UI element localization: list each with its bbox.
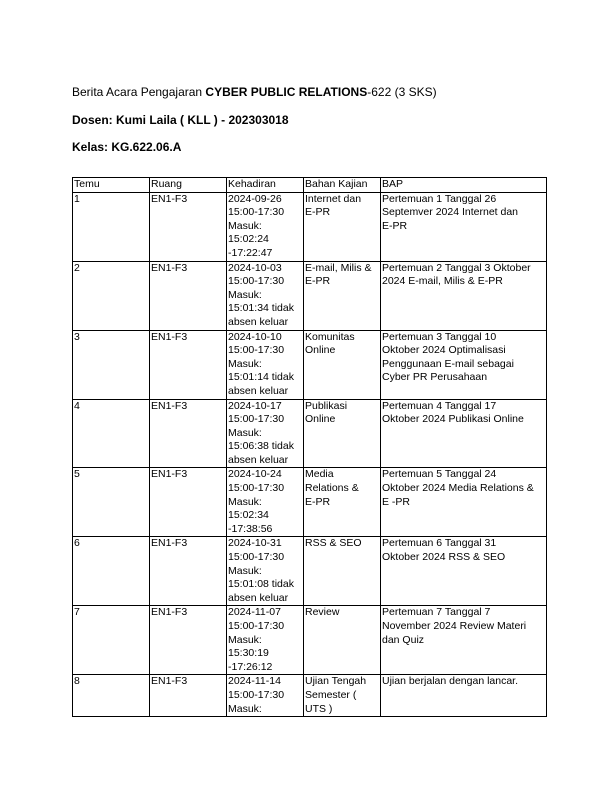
cell-line: absen keluar (228, 315, 289, 328)
cell-bahan-kajian (304, 330, 381, 399)
cell-line: dan Quiz (382, 633, 425, 646)
cell-ruang: EN1-F3 (150, 192, 227, 261)
cell-kehadiran (227, 330, 304, 399)
cell-line: Pertemuan 3 Tanggal 10 (382, 330, 497, 343)
cell-line: 15:00-17:30 (228, 551, 285, 564)
cell-bahan-kajian (304, 399, 381, 468)
table-row (73, 537, 547, 606)
cell-line: UTS ) (305, 702, 333, 715)
cell-line: 15:00-17:30 (228, 206, 285, 219)
cell-line: November 2024 Review Materi (382, 620, 527, 632)
cell-line: Pertemuan 6 Tanggal 31 (382, 537, 497, 550)
cell-line: 15:06:38 tidak (228, 440, 294, 453)
title-prefix: Berita Acara Pengajaran (72, 85, 206, 99)
cell-line: 15:02:24 (228, 233, 269, 246)
column-header-ruang: Ruang (150, 178, 227, 193)
cell-line: Masuk: (228, 357, 262, 370)
cell-line: 2024-10-31 (228, 537, 282, 550)
cell-line: Internet dan (305, 192, 362, 205)
cell-line: 2024 E-mail, Milis & E-PR (382, 275, 503, 288)
cell-bahan-kajian (304, 537, 381, 606)
table-row (73, 675, 547, 717)
cell-line: Pertemuan 7 Tanggal 7 (382, 606, 491, 619)
cell-temu: 7 (73, 606, 150, 675)
table-row (73, 192, 547, 261)
cell-temu: 6 (73, 537, 150, 606)
cell-temu: 5 (73, 468, 150, 537)
cell-line: Pertemuan 1 Tanggal 26 (382, 192, 497, 205)
cell-ruang: EN1-F3 (150, 537, 227, 606)
cell-line: Masuk: (228, 633, 262, 646)
cell-line: 15:30:19 (228, 647, 269, 660)
cell-bahan-kajian (304, 675, 381, 717)
cell-ruang: EN1-F3 (150, 468, 227, 537)
cell-line: 15:00-17:30 (228, 482, 285, 495)
cell-line: Pertemuan 2 Tanggal 3 Oktober (382, 261, 531, 274)
cell-line: 15:01:08 tidak (228, 578, 294, 591)
cell-bap (381, 192, 547, 261)
cell-bap (381, 537, 547, 606)
cell-bahan-kajian (304, 468, 381, 537)
cell-line: Pertemuan 4 Tanggal 17 (382, 399, 497, 412)
column-header-bahan-kajian: Bahan Kajian (304, 178, 381, 193)
table-row (73, 606, 547, 675)
cell-line: 2024-10-17 (228, 399, 282, 412)
table-header-row (73, 178, 547, 193)
cell-line: 15:00-17:30 (228, 620, 285, 632)
cell-line: E-PR (305, 206, 331, 219)
cell-temu: 1 (73, 192, 150, 261)
table-row (73, 261, 547, 330)
cell-line: E-PR (305, 495, 331, 508)
cell-line: 15:02:34 (228, 509, 269, 522)
cell-line: Online (305, 413, 336, 426)
cell-line: E -PR (382, 495, 411, 508)
cell-line: Pertemuan 5 Tanggal 24 (382, 468, 497, 481)
cell-ruang: EN1-F3 (150, 675, 227, 717)
attendance-table (72, 177, 547, 717)
cell-temu: 4 (73, 399, 150, 468)
cell-line: absen keluar (228, 591, 289, 604)
cell-ruang: EN1-F3 (150, 261, 227, 330)
class-line: Kelas: KG.622.06.A (72, 140, 182, 154)
cell-line: 15:00-17:30 (228, 413, 285, 426)
cell-line: E-PR (305, 275, 331, 288)
cell-kehadiran (227, 399, 304, 468)
cell-line: 2024-10-10 (228, 330, 282, 343)
column-header-bap: BAP (381, 178, 547, 193)
cell-line: Relations & (305, 482, 359, 495)
cell-line: 2024-10-24 (228, 468, 282, 481)
cell-line: Publikasi (305, 399, 348, 412)
cell-line: Masuk: (228, 495, 262, 508)
cell-kehadiran (227, 675, 304, 717)
cell-line: Cyber PR Perusahaan (382, 371, 488, 384)
cell-line: 2024-11-14 (228, 675, 281, 688)
course-name: CYBER PUBLIC RELATIONS (205, 85, 368, 99)
column-header-kehadiran: Kehadiran (227, 178, 304, 193)
cell-line: Masuk: (228, 288, 262, 301)
cell-ruang: EN1-F3 (150, 399, 227, 468)
table-row (73, 330, 547, 399)
cell-line: Oktober 2024 Publikasi Online (382, 413, 524, 426)
cell-line: Review (305, 606, 340, 619)
cell-bahan-kajian (304, 606, 381, 675)
cell-bap (381, 330, 547, 399)
cell-line: Septemver 2024 Internet dan (382, 206, 519, 219)
column-header-temu: Temu (73, 178, 150, 193)
cell-line: -17:38:56 (228, 522, 273, 535)
cell-line: 2024-10-03 (228, 261, 282, 274)
document-title (72, 84, 437, 100)
cell-line: E-PR (382, 219, 408, 232)
cell-line: Ujian berjalan dengan lancar. (382, 675, 519, 688)
cell-ruang: EN1-F3 (150, 330, 227, 399)
cell-line: 15:00-17:30 (228, 275, 285, 288)
cell-line: 2024-09-26 (228, 192, 282, 205)
table-row (73, 399, 547, 468)
cell-line: Oktober 2024 RSS & SEO (382, 551, 506, 564)
cell-line: -17:26:12 (228, 660, 273, 673)
cell-line: Oktober 2024 Media Relations & (382, 482, 534, 495)
cell-kehadiran (227, 192, 304, 261)
cell-line: 15:00-17:30 (228, 688, 285, 701)
cell-bahan-kajian (304, 192, 381, 261)
cell-line: Ujian Tengah (305, 675, 367, 688)
cell-line: absen keluar (228, 453, 289, 466)
cell-temu: 3 (73, 330, 150, 399)
cell-temu: 2 (73, 261, 150, 330)
cell-bap (381, 468, 547, 537)
cell-kehadiran (227, 468, 304, 537)
cell-line: Masuk: (228, 564, 262, 577)
cell-line: Masuk: (228, 426, 262, 439)
lecturer-line: Dosen: Kumi Laila ( KLL ) - 202303018 (72, 113, 289, 127)
cell-kehadiran (227, 261, 304, 330)
cell-line: 2024-11-07 (228, 606, 281, 619)
cell-line: 15:01:34 tidak (228, 302, 294, 315)
cell-line: -17:22:47 (228, 246, 273, 259)
cell-line: 15:00-17:30 (228, 344, 285, 357)
cell-bap (381, 675, 547, 717)
cell-line: Masuk: (228, 219, 262, 232)
cell-bap (381, 399, 547, 468)
cell-ruang: EN1-F3 (150, 606, 227, 675)
cell-line: Masuk: (228, 702, 262, 715)
cell-line: Komunitas (305, 330, 355, 343)
cell-line: E-mail, Milis & (305, 261, 372, 274)
cell-line: absen keluar (228, 384, 289, 397)
table-row (73, 468, 547, 537)
cell-bap (381, 261, 547, 330)
cell-line: 15:01:14 tidak (228, 371, 294, 384)
cell-line: Semester ( (305, 688, 357, 701)
title-suffix: -622 (3 SKS) (367, 85, 437, 99)
cell-kehadiran (227, 606, 304, 675)
cell-line: Online (305, 344, 336, 357)
cell-line: Media (305, 468, 334, 481)
cell-bap (381, 606, 547, 675)
cell-line: Oktober 2024 Optimalisasi (382, 344, 506, 357)
cell-kehadiran (227, 537, 304, 606)
cell-line: RSS & SEO (305, 537, 362, 550)
cell-temu: 8 (73, 675, 150, 717)
cell-bahan-kajian (304, 261, 381, 330)
cell-line: Penggunaan E-mail sebagai (382, 357, 514, 370)
